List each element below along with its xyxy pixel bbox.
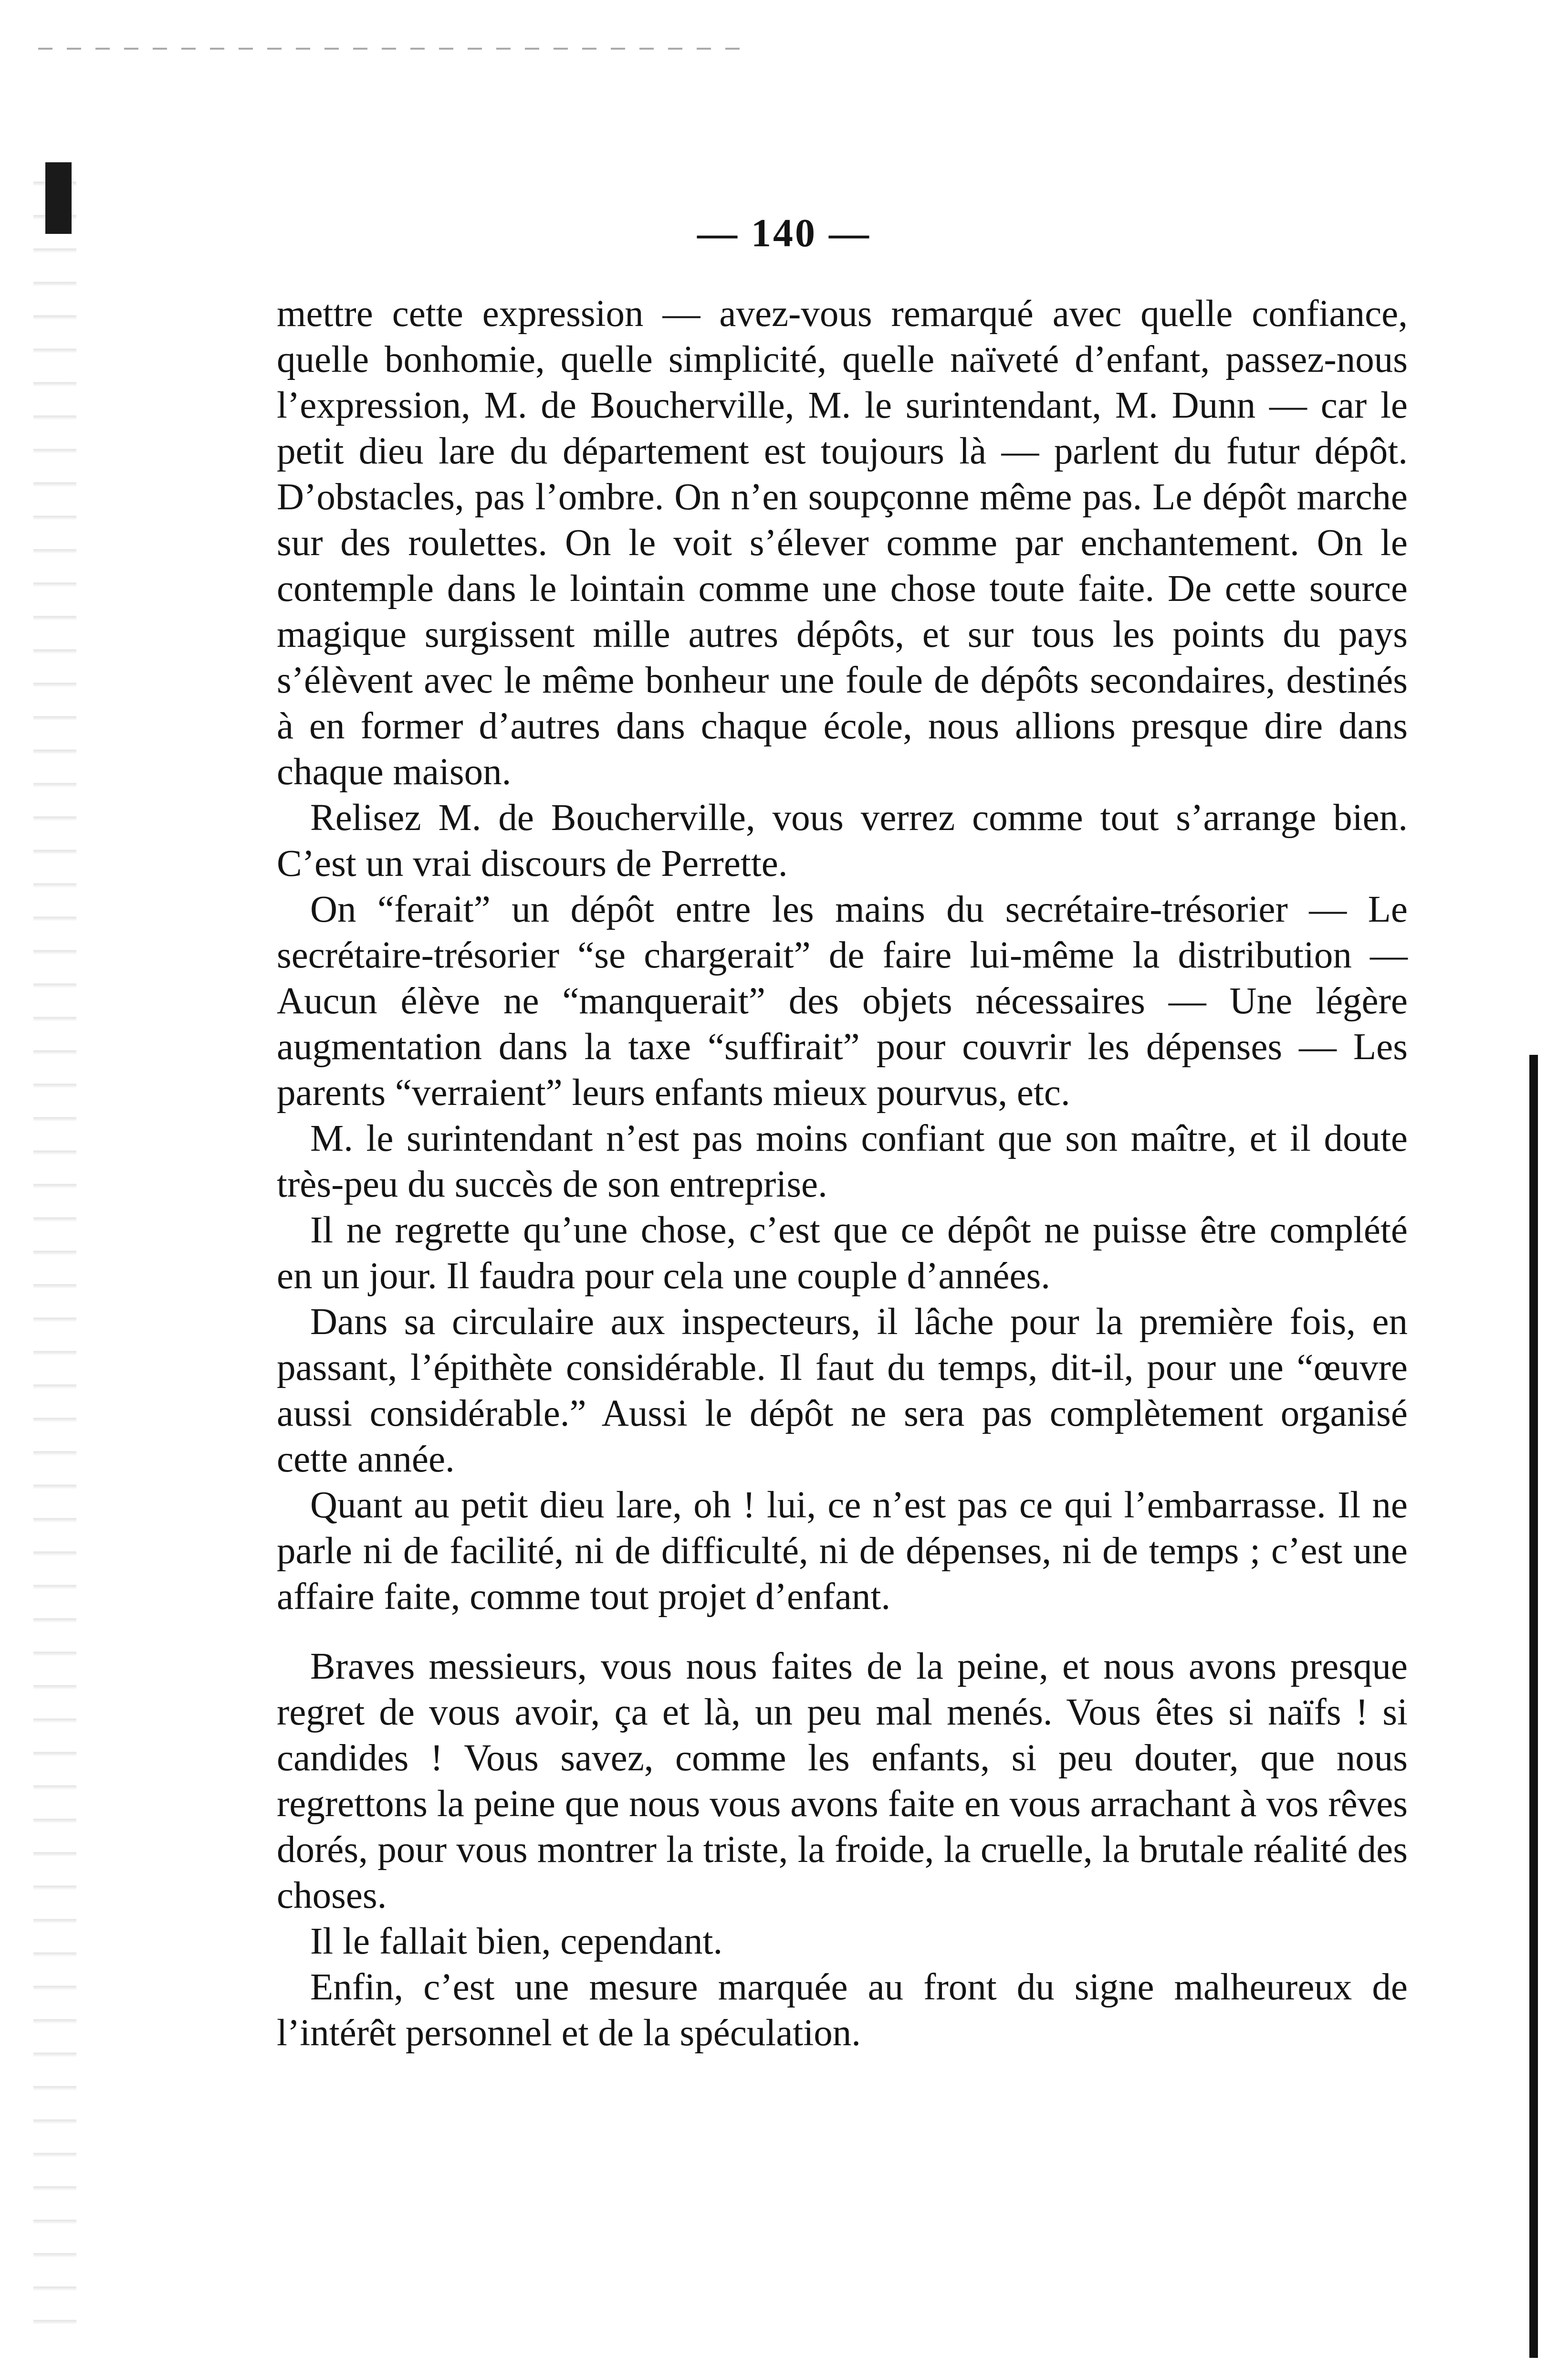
body-text bbox=[277, 291, 1408, 2056]
paragraph: Quant au petit dieu lare, oh ! lui, ce n’est pas ce qui l’embarrasse. Il ne parle ni de facilité, ni de difficulté, ni de dépenses, ni de temps ; c’est une affaire faite, comme tout projet d’enfant. bbox=[277, 1484, 1408, 1618]
paragraph: Braves messieurs, vous nous faites de la peine, et nous avons presque regret de vous avoir, ça et là, un peu mal menés. Vous êtes si naïfs ! si candides ! Vous savez, comme les enfants, si peu douter, que nous regrettons la peine que nous vous avons faite en vous arrachant à vos rêves dorés, pour vous montrer la triste, la froide, la cruelle, la brutale réalité des choses. bbox=[277, 1646, 1408, 1916]
scan-right-bar bbox=[1529, 1055, 1538, 2358]
scan-top-rule bbox=[38, 48, 754, 50]
paragraph: M. le surintendant n’est pas moins confiant que son maître, et il doute très-peu du succès de son entreprise. bbox=[277, 1118, 1408, 1205]
paragraph: Enfin, c’est une mesure marquée au front du signe malheureux de l’intérêt personnel et de la spéculation. bbox=[277, 1966, 1408, 2054]
page-number: — 140 — bbox=[697, 211, 871, 255]
paragraph: Il ne regrette qu’une chose, c’est que ce dépôt ne puisse être complété en un jour. Il faudra pour cela une couple d’années. bbox=[277, 1209, 1408, 1297]
paragraph: Dans sa circulaire aux inspecteurs, il lâche pour la première fois, en passant, l’épithète considérable. Il faut du temps, dit-il, pour une “œuvre aussi considérable.” Aussi le dépôt ne sera pas complètement organisé cette année. bbox=[277, 1301, 1408, 1480]
scan-margin-noise bbox=[33, 153, 76, 2348]
paragraph: Relisez M. de Boucherville, vous verrez comme tout s’arrange bien. C’est un vrai discours de Perrette. bbox=[277, 797, 1408, 884]
paragraph: On “ferait” un dépôt entre les mains du secrétaire-trésorier — Le secrétaire-trésorier “se chargerait” de faire lui-même la distribution — Aucun élève ne “manquerait” des objets nécessaires — Une légère augmentation dans la taxe “suffirait” pour couvrir les dépenses — Les parents “verraient” leurs enfants mieux pourvus, etc. bbox=[277, 889, 1408, 1114]
paragraph: Il le fallait bien, cependant. bbox=[310, 1921, 723, 1962]
paragraph: mettre cette expression — avez-vous remarqué avec quelle confiance, quelle bonhomie, quelle simplicité, quelle naïveté d’enfant, passez-nous l’expression, M. de Boucherville, M. le surintendant, M. Dunn — car le petit dieu lare du département est toujours là — parlent du futur dépôt. D’obstacles, pas l’ombre. On n’en soupçonne même pas. Le dépôt marche sur des roulettes. On le voit s’élever comme par enchantement. On le contemple dans le lointain comme une chose toute faite. De cette source magique surgissent mille autres dépôts, et sur tous les points du pays s’élèvent avec le même bonheur une foule de dépôts secondaires, destinés à en former d’autres dans chaque école, nous allions presque dire dans chaque maison. bbox=[277, 293, 1408, 793]
